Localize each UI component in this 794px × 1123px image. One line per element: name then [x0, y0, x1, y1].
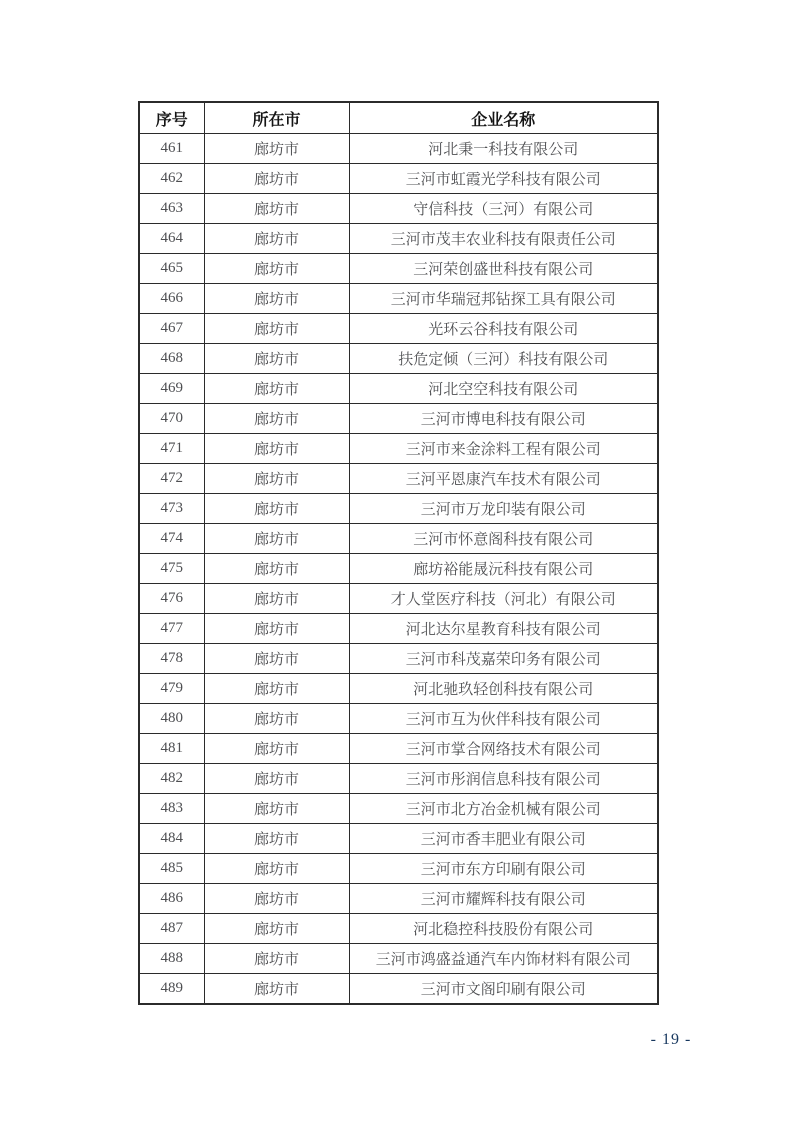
- cell-company: 三河市香丰肥业有限公司: [349, 824, 658, 854]
- cell-seq: 476: [139, 584, 204, 614]
- cell-company: 廊坊裕能晟沅科技有限公司: [349, 554, 658, 584]
- cell-seq: 472: [139, 464, 204, 494]
- cell-seq: 466: [139, 284, 204, 314]
- cell-seq: 462: [139, 164, 204, 194]
- cell-city: 廊坊市: [204, 524, 349, 554]
- table-row: [139, 854, 658, 884]
- table-row: [139, 524, 658, 554]
- table-row: [139, 614, 658, 644]
- cell-seq: 475: [139, 554, 204, 584]
- cell-company: 三河市掌合网络技术有限公司: [349, 734, 658, 764]
- cell-seq: 469: [139, 374, 204, 404]
- cell-seq: 481: [139, 734, 204, 764]
- table-row: [139, 734, 658, 764]
- cell-city: 廊坊市: [204, 764, 349, 794]
- table-row: [139, 824, 658, 854]
- cell-city: 廊坊市: [204, 614, 349, 644]
- cell-city: 廊坊市: [204, 734, 349, 764]
- cell-seq: 463: [139, 194, 204, 224]
- table-row: [139, 974, 658, 1005]
- table-row: [139, 224, 658, 254]
- cell-seq: 478: [139, 644, 204, 674]
- cell-company: 河北驰玖轻创科技有限公司: [349, 674, 658, 704]
- cell-company: 三河市来金涂料工程有限公司: [349, 434, 658, 464]
- cell-seq: 477: [139, 614, 204, 644]
- cell-seq: 473: [139, 494, 204, 524]
- cell-company: 三河平恩康汽车技术有限公司: [349, 464, 658, 494]
- cell-seq: 484: [139, 824, 204, 854]
- cell-city: 廊坊市: [204, 944, 349, 974]
- table-row: [139, 884, 658, 914]
- cell-city: 廊坊市: [204, 974, 349, 1005]
- table-row: [139, 644, 658, 674]
- cell-company: 三河市彤润信息科技有限公司: [349, 764, 658, 794]
- cell-seq: 467: [139, 314, 204, 344]
- cell-seq: 468: [139, 344, 204, 374]
- table-row: [139, 284, 658, 314]
- cell-city: 廊坊市: [204, 404, 349, 434]
- cell-city: 廊坊市: [204, 314, 349, 344]
- cell-city: 廊坊市: [204, 554, 349, 584]
- cell-seq: 471: [139, 434, 204, 464]
- cell-company: 三河市怀意阁科技有限公司: [349, 524, 658, 554]
- cell-company: 河北达尔星教育科技有限公司: [349, 614, 658, 644]
- cell-company: 扶危定倾（三河）科技有限公司: [349, 344, 658, 374]
- cell-company: 三河市互为伙伴科技有限公司: [349, 704, 658, 734]
- table-row: [139, 794, 658, 824]
- cell-company: 三河市茂丰农业科技有限责任公司: [349, 224, 658, 254]
- cell-city: 廊坊市: [204, 164, 349, 194]
- cell-city: 廊坊市: [204, 644, 349, 674]
- table-row: [139, 164, 658, 194]
- cell-seq: 470: [139, 404, 204, 434]
- cell-seq: 479: [139, 674, 204, 704]
- cell-city: 廊坊市: [204, 584, 349, 614]
- cell-city: 廊坊市: [204, 674, 349, 704]
- cell-city: 廊坊市: [204, 794, 349, 824]
- table-row: [139, 374, 658, 404]
- table-row: [139, 254, 658, 284]
- table-row: [139, 914, 658, 944]
- cell-city: 廊坊市: [204, 224, 349, 254]
- table-row: [139, 674, 658, 704]
- cell-company: 才人堂医疗科技（河北）有限公司: [349, 584, 658, 614]
- cell-city: 廊坊市: [204, 854, 349, 884]
- cell-company: 三河市北方冶金机械有限公司: [349, 794, 658, 824]
- cell-city: 廊坊市: [204, 194, 349, 224]
- table-row: [139, 494, 658, 524]
- cell-company: 光环云谷科技有限公司: [349, 314, 658, 344]
- header-company: 企业名称: [349, 102, 658, 134]
- cell-company: 三河市东方印刷有限公司: [349, 854, 658, 884]
- cell-company: 三河市万龙印装有限公司: [349, 494, 658, 524]
- cell-seq: 489: [139, 974, 204, 1005]
- cell-city: 廊坊市: [204, 344, 349, 374]
- company-table: [138, 101, 659, 1005]
- cell-seq: 483: [139, 794, 204, 824]
- cell-seq: 474: [139, 524, 204, 554]
- cell-seq: 482: [139, 764, 204, 794]
- cell-city: 廊坊市: [204, 284, 349, 314]
- cell-company: 三河市科茂嘉荣印务有限公司: [349, 644, 658, 674]
- cell-company: 三河市耀辉科技有限公司: [349, 884, 658, 914]
- cell-city: 廊坊市: [204, 914, 349, 944]
- cell-company: 守信科技（三河）有限公司: [349, 194, 658, 224]
- cell-company: 三河荣创盛世科技有限公司: [349, 254, 658, 284]
- cell-company: 河北空空科技有限公司: [349, 374, 658, 404]
- table-row: [139, 314, 658, 344]
- cell-seq: 486: [139, 884, 204, 914]
- cell-seq: 461: [139, 134, 204, 164]
- cell-seq: 485: [139, 854, 204, 884]
- table-row: [139, 944, 658, 974]
- page-number: - 19 -: [650, 1031, 692, 1048]
- cell-city: 廊坊市: [204, 434, 349, 464]
- cell-city: 廊坊市: [204, 134, 349, 164]
- cell-city: 廊坊市: [204, 464, 349, 494]
- header-seq: 序号: [139, 102, 204, 134]
- cell-company: 三河市鸿盛益通汽车内饰材料有限公司: [349, 944, 658, 974]
- cell-company: 三河市博电科技有限公司: [349, 404, 658, 434]
- cell-city: 廊坊市: [204, 704, 349, 734]
- table-row: [139, 404, 658, 434]
- cell-city: 廊坊市: [204, 884, 349, 914]
- header-city: 所在市: [204, 102, 349, 134]
- table-row: [139, 134, 658, 164]
- cell-seq: 487: [139, 914, 204, 944]
- cell-city: 廊坊市: [204, 824, 349, 854]
- cell-company: 三河市华瑞冠邦钻探工具有限公司: [349, 284, 658, 314]
- table-row: [139, 194, 658, 224]
- table-row: [139, 554, 658, 584]
- table-row: [139, 704, 658, 734]
- table-row: [139, 344, 658, 374]
- cell-city: 廊坊市: [204, 374, 349, 404]
- table-body: [139, 134, 658, 1005]
- cell-seq: 465: [139, 254, 204, 284]
- cell-city: 廊坊市: [204, 494, 349, 524]
- table-row: [139, 434, 658, 464]
- table-row: [139, 464, 658, 494]
- cell-seq: 480: [139, 704, 204, 734]
- cell-company: 三河市文阁印刷有限公司: [349, 974, 658, 1005]
- table-header-row: [139, 102, 658, 134]
- cell-company: 河北秉一科技有限公司: [349, 134, 658, 164]
- cell-company: 三河市虹霞光学科技有限公司: [349, 164, 658, 194]
- cell-city: 廊坊市: [204, 254, 349, 284]
- table-row: [139, 764, 658, 794]
- table-row: [139, 584, 658, 614]
- cell-seq: 464: [139, 224, 204, 254]
- cell-company: 河北稳控科技股份有限公司: [349, 914, 658, 944]
- cell-seq: 488: [139, 944, 204, 974]
